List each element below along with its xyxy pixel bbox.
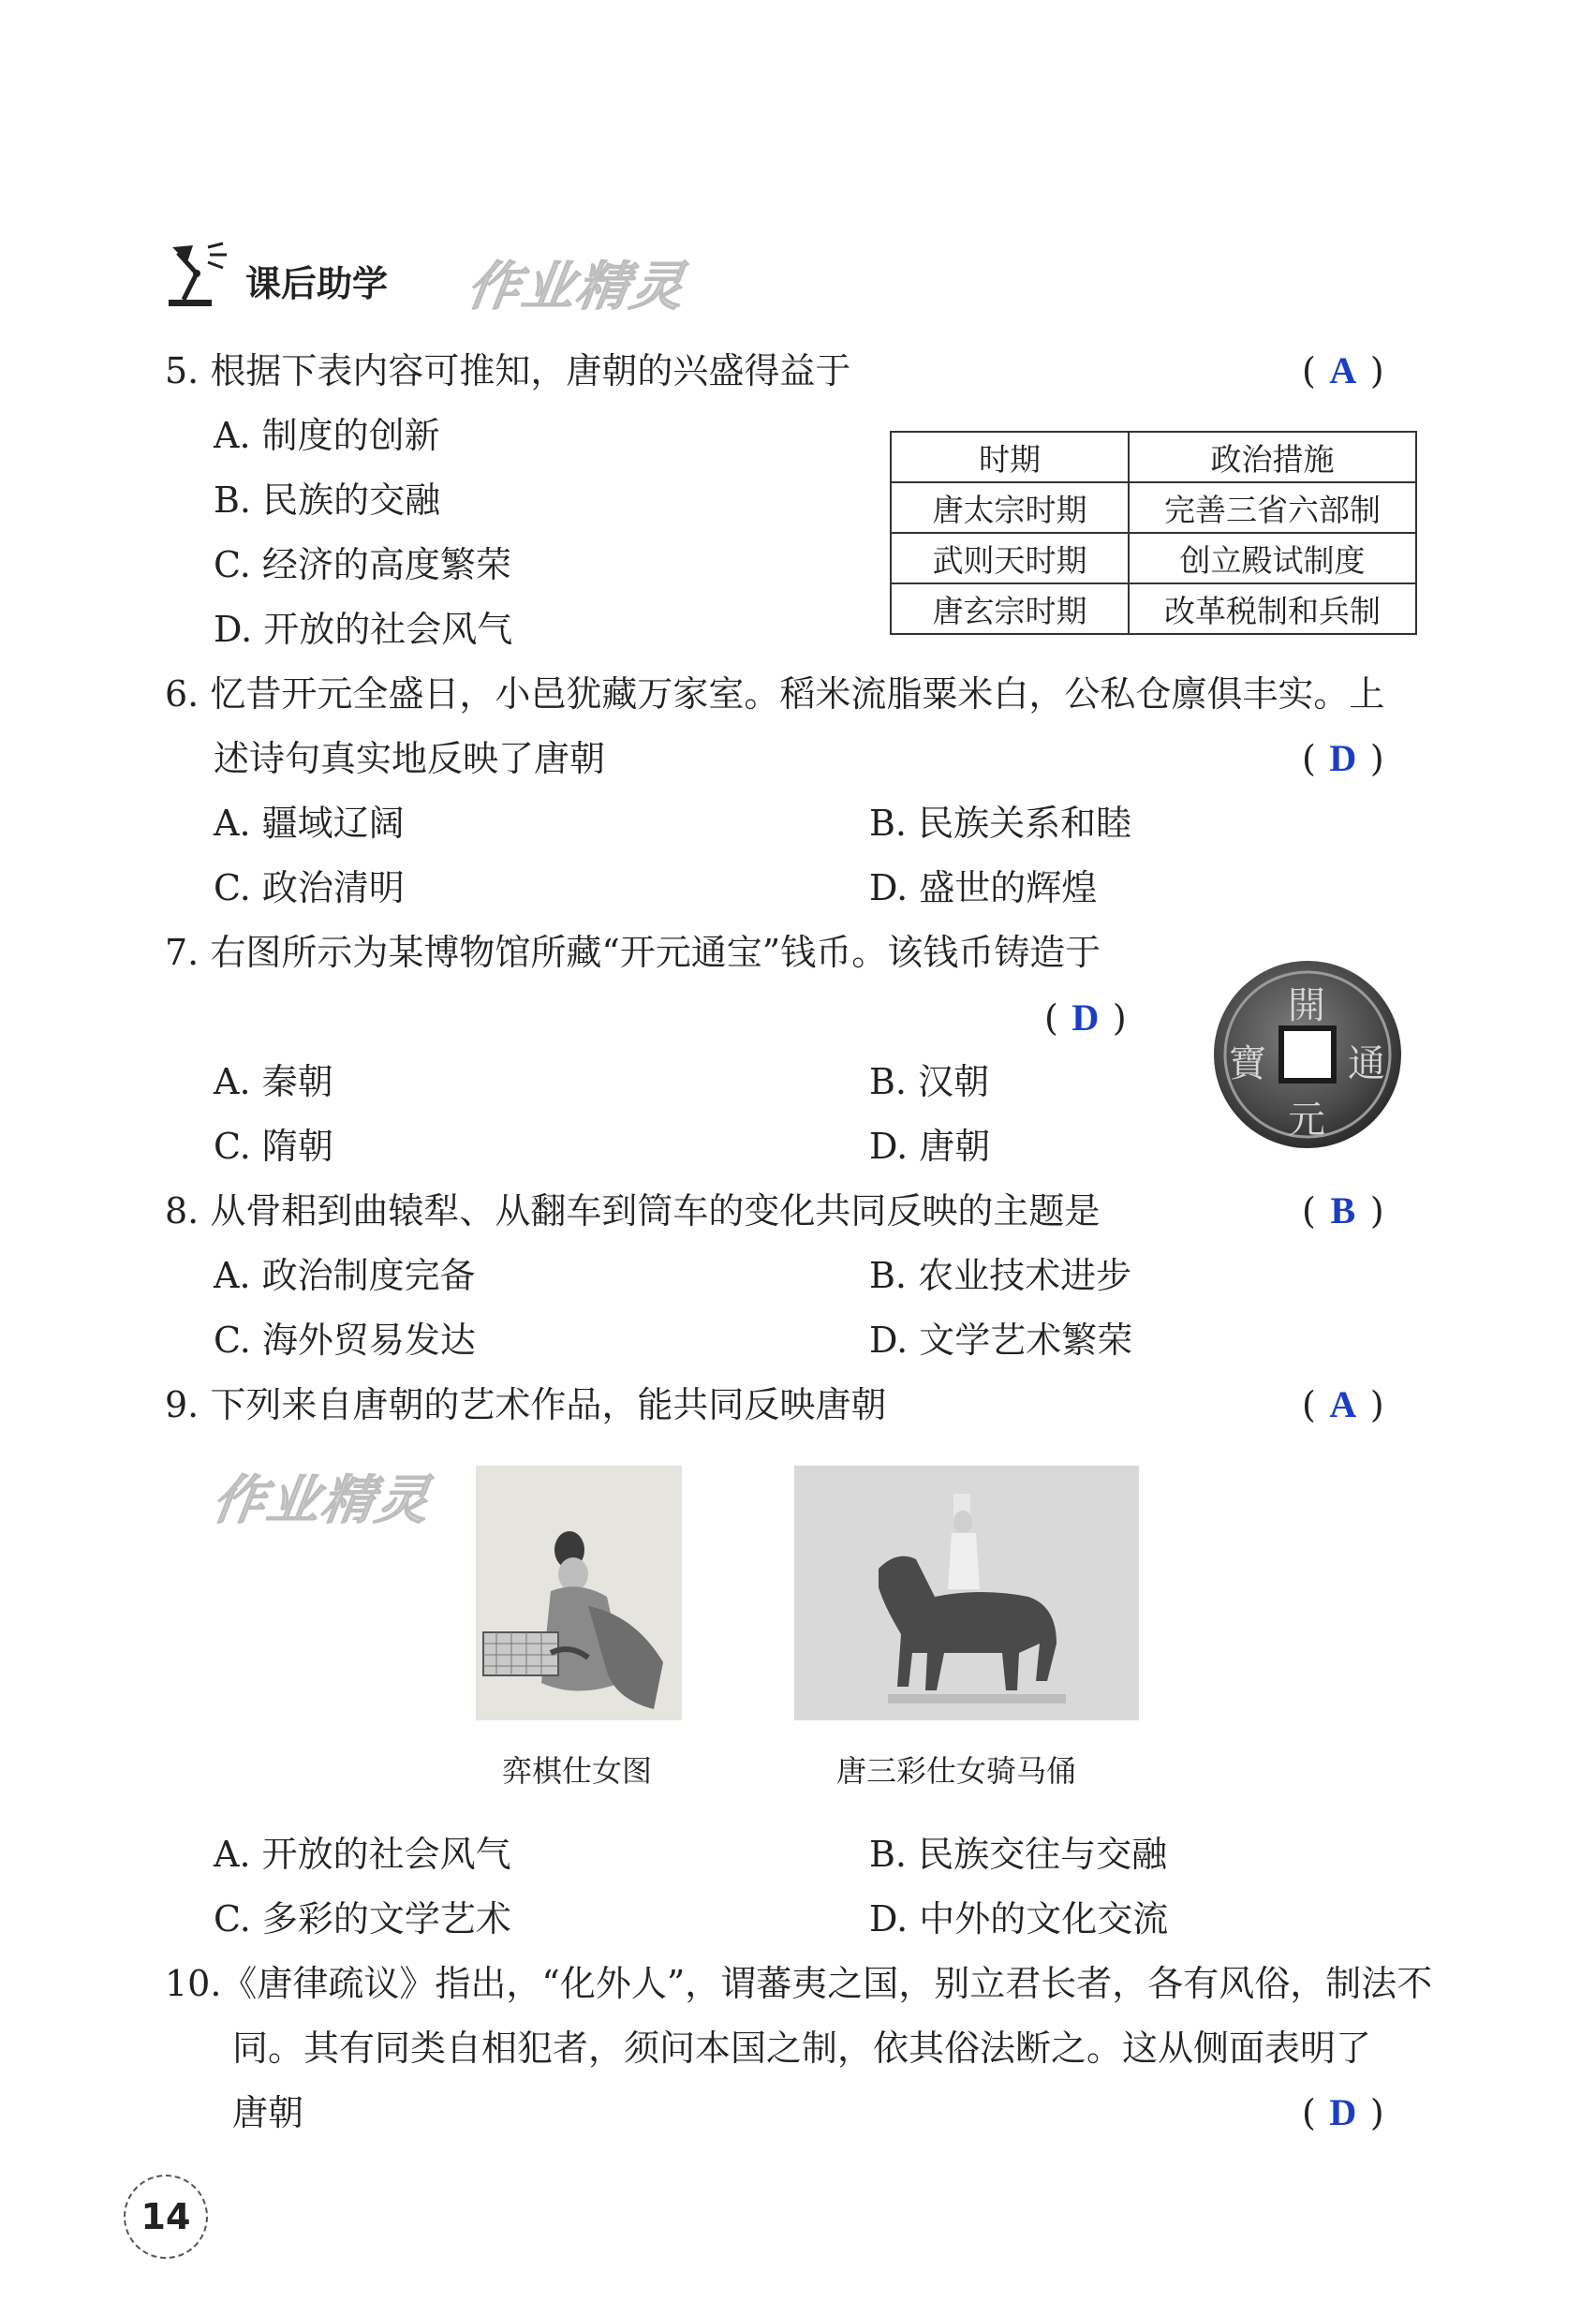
table-header-row	[891, 432, 1416, 482]
coin-character: 通	[1348, 1042, 1385, 1085]
question-7-option-a: A. 秦朝	[214, 1061, 333, 1102]
policy-table	[890, 431, 1417, 635]
table-cell: 创立殿试制度	[1129, 533, 1416, 583]
question-9-option-b: B. 民族交往与交融	[869, 1834, 1168, 1875]
question-7-option-d: D. 唐朝	[869, 1126, 991, 1167]
question-5-option-d: D. 开放的社会风气	[214, 609, 513, 650]
question-7-answer: ( D )	[1044, 996, 1127, 1039]
section-title: 课后助学	[245, 263, 389, 304]
question-10-answer: ( D )	[1302, 2091, 1384, 2133]
question-6-option-a: A. 疆域辽阔	[214, 803, 405, 844]
coin-character: 元	[1288, 1099, 1325, 1142]
question-9-option-d: D. 中外的文化交流	[869, 1898, 1169, 1940]
table-cell: 完善三省六部制	[1129, 482, 1416, 533]
table-row	[891, 533, 1416, 583]
horse-figurine-image	[794, 1466, 1139, 1720]
table-row	[891, 583, 1416, 634]
lamp-icon	[165, 242, 230, 313]
weiqi-painting-image	[476, 1466, 682, 1720]
question-9-option-a: A. 开放的社会风气	[214, 1834, 511, 1875]
question-9-answer: ( A )	[1302, 1383, 1384, 1425]
table-header: 时期	[891, 432, 1129, 482]
table-cell: 唐太宗时期	[891, 482, 1129, 533]
question-8-answer: ( B )	[1302, 1189, 1384, 1232]
question-10-stem-line3: 唐朝	[232, 2092, 304, 2133]
question-6-option-c: C. 政治清明	[214, 867, 405, 908]
question-8-option-b: B. 农业技术进步	[869, 1255, 1132, 1296]
question-8-option-a: A. 政治制度完备	[214, 1255, 476, 1296]
question-5-stem: 5. 根据下表内容可推知，唐朝的兴盛得益于	[165, 350, 851, 391]
question-6-stem-line2: 述诗句真实地反映了唐朝	[214, 738, 606, 779]
question-5-option-c: C. 经济的高度繁荣	[214, 544, 511, 585]
table-cell: 改革税制和兵制	[1129, 583, 1416, 634]
question-5-answer: ( A )	[1302, 349, 1384, 391]
question-7-stem: 7. 右图所示为某博物馆所藏“开元通宝”钱币。该钱币铸造于	[165, 932, 1101, 973]
question-5-option-a: A. 制度的创新	[214, 415, 440, 456]
question-8-stem: 8. 从骨耜到曲辕犁、从翻车到筒车的变化共同反映的主题是	[165, 1190, 1101, 1232]
watermark-middle: 作业精灵	[208, 1470, 435, 1531]
table-header: 政治措施	[1129, 432, 1416, 482]
question-6-answer: ( D )	[1302, 737, 1384, 779]
question-6-option-b: B. 民族关系和睦	[869, 803, 1132, 844]
coin-image	[1210, 957, 1405, 1152]
question-6-stem-line1: 6. 忆昔开元全盛日，小邑犹藏万家室。稻米流脂粟米白，公私仓廪俱丰实。上	[165, 673, 1385, 715]
question-8-option-c: C. 海外贸易发达	[214, 1320, 476, 1361]
table-cell: 唐玄宗时期	[891, 583, 1129, 634]
question-9-stem: 9. 下列来自唐朝的艺术作品，能共同反映唐朝	[165, 1384, 887, 1425]
question-7-option-c: C. 隋朝	[214, 1126, 333, 1167]
coin-character: 開	[1288, 984, 1325, 1027]
question-10-stem-line2: 同。其有同类自相犯者，须问本国之制，依其俗法断之。这从侧面表明了	[232, 2028, 1372, 2069]
coin-character: 寶	[1229, 1042, 1266, 1085]
question-8-option-d: D. 文学艺术繁荣	[869, 1320, 1133, 1361]
question-6-option-d: D. 盛世的辉煌	[869, 867, 1098, 908]
painting-caption: 弈棋仕女图	[502, 1753, 653, 1789]
question-9-option-c: C. 多彩的文学艺术	[214, 1898, 511, 1940]
question-5-option-b: B. 民族的交融	[214, 479, 441, 521]
table-row	[891, 482, 1416, 533]
figurine-caption: 唐三彩仕女骑马俑	[836, 1753, 1077, 1789]
question-7-option-b: B. 汉朝	[869, 1061, 990, 1102]
page-number: 14	[124, 2175, 208, 2259]
watermark-top: 作业精灵	[463, 257, 689, 317]
table-cell: 武则天时期	[891, 533, 1129, 583]
question-10-stem-line1: 10.《唐律疏议》指出，“化外人”，谓蕃夷之国，别立君长者，各有风俗，制法不	[165, 1963, 1433, 2004]
